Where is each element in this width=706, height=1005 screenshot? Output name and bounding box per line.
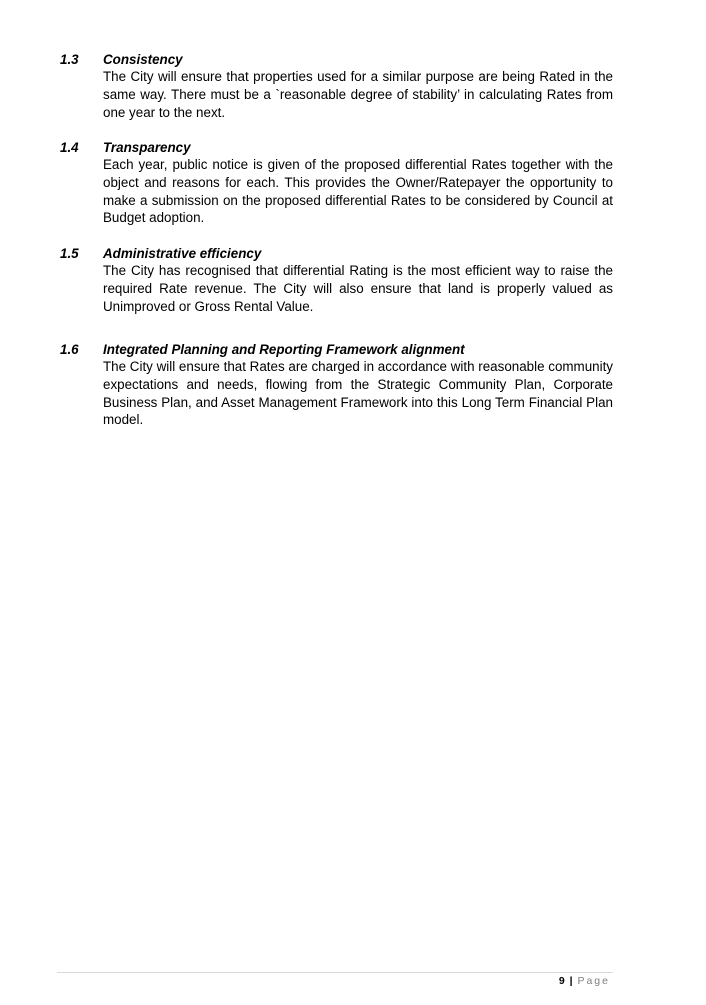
section-heading (60, 245, 613, 262)
section-body: The City has recognised that differential Rating is the most efficient way to raise the required Rate revenue. The City will also ensure that land is properly valued as Unimproved or Gross Rental Value. (103, 263, 613, 314)
section-consistency (60, 51, 613, 121)
footer-divider (57, 972, 613, 973)
section-title: Integrated Planning and Reporting Framework alignment (103, 342, 465, 357)
section-heading (60, 139, 613, 156)
section-number: 1.6 (60, 342, 79, 357)
page-separator: | (569, 975, 573, 987)
section-transparency (60, 139, 613, 227)
page-footer (559, 975, 610, 988)
section-title: Administrative efficiency (103, 246, 262, 261)
section-body: The City will ensure that properties used for a similar purpose are being Rated in the same way. There must be a `reasonable degree of stability’ in calculating Rates from one year to the next. (103, 69, 613, 120)
section-body: The City will ensure that Rates are charged in accordance with reasonable community expectations and needs, flowing from the Strategic Community Plan, Corporate Business Plan, and Asset Management Framework into this Long Term Financial Plan model. (103, 359, 613, 428)
section-number: 1.4 (60, 140, 79, 155)
page-number: 9 (558, 975, 565, 987)
section-heading (60, 51, 613, 68)
section-title: Consistency (103, 52, 183, 67)
section-title: Transparency (103, 140, 191, 155)
section-body: Each year, public notice is given of the proposed differential Rates together with the object and reasons for each. This provides the Owner/Ratepayer the opportunity to make a submission on the proposed differential Rates to be considered by Council at Budget adoption. (103, 157, 613, 226)
section-number: 1.3 (60, 52, 79, 67)
section-administrative-efficiency (60, 245, 613, 315)
page-label: Page (577, 975, 610, 987)
section-number: 1.5 (60, 246, 79, 261)
section-integrated-planning (60, 341, 613, 429)
section-heading (60, 341, 613, 358)
